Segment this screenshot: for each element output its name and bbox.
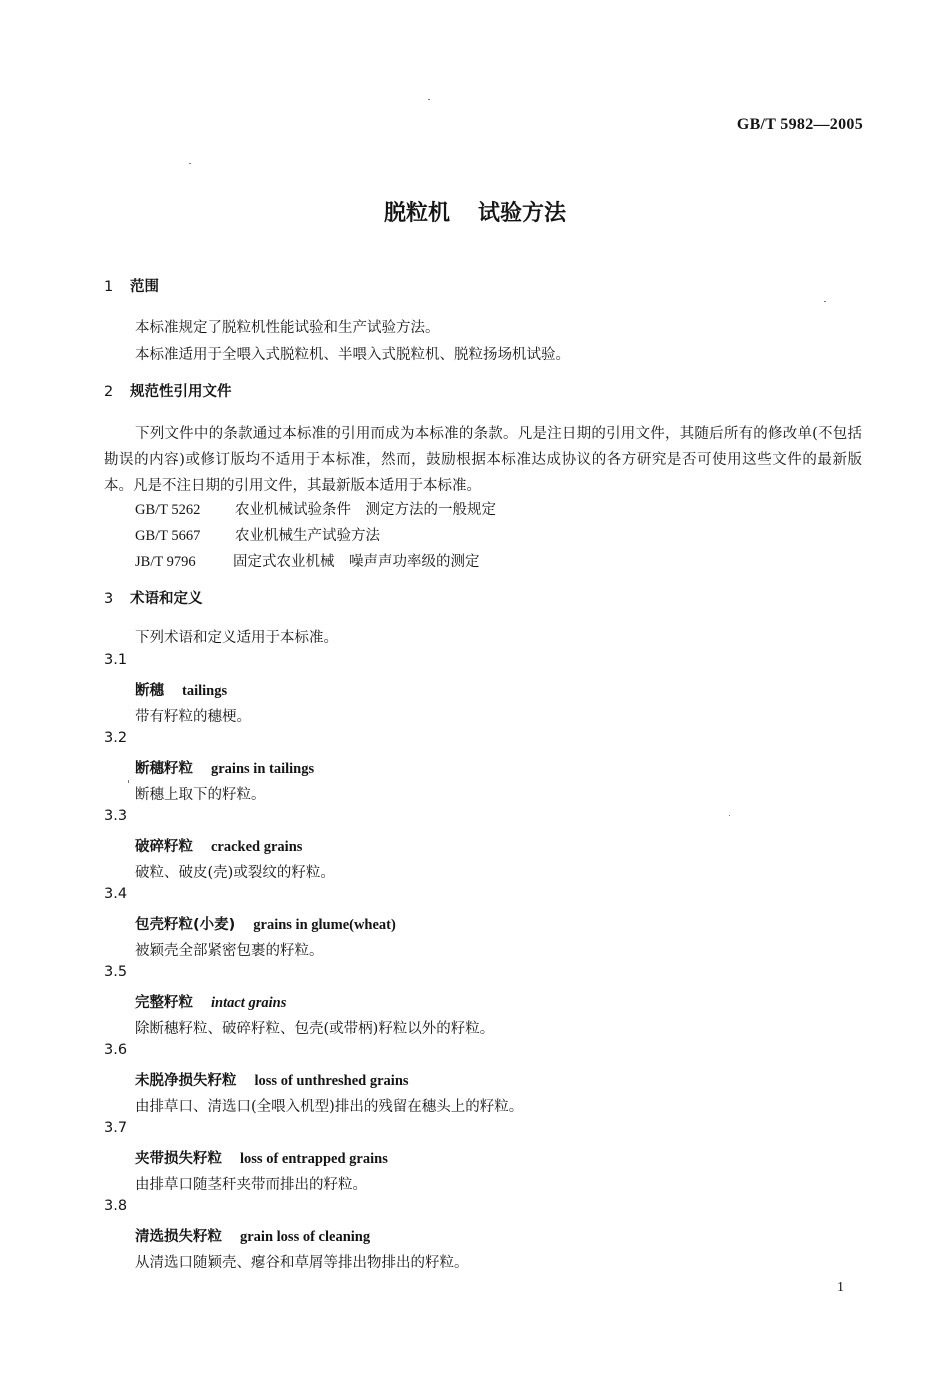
term-name-zh: 未脱净损失籽粒	[135, 1073, 237, 1089]
section-heading-scope	[104, 275, 159, 296]
term-definition: 被颖壳全部紧密包裹的籽粒。	[135, 943, 324, 959]
scope-paragraph-2: 本标准适用于全喂入式脱粒机、半喂入式脱粒机、脱粒扬场机试验。	[135, 347, 570, 363]
term-name	[135, 679, 227, 700]
reference-title: 农业机械试验条件 测定方法的一般规定	[235, 502, 496, 518]
section-title: 范围	[130, 279, 159, 295]
reference-item	[135, 498, 496, 519]
reference-title: 农业机械生产试验方法	[235, 528, 380, 544]
term-name	[135, 1069, 409, 1090]
scan-speck	[189, 163, 191, 164]
section-heading-normative-references	[104, 380, 232, 401]
reference-item	[135, 550, 480, 571]
term-number: 3.2	[104, 730, 128, 746]
term-name-en: cracked grains	[211, 839, 303, 855]
term-name-en: grain loss of cleaning	[240, 1229, 371, 1245]
term-number: 3.1	[104, 652, 128, 668]
reference-item	[135, 524, 380, 545]
scope-paragraph-1: 本标准规定了脱粒机性能试验和生产试验方法。	[135, 320, 440, 336]
reference-code: GB/T 5667	[135, 528, 201, 544]
reference-title: 固定式农业机械 噪声声功率级的测定	[233, 554, 480, 570]
scan-speck	[128, 780, 129, 783]
section-title: 规范性引用文件	[130, 384, 232, 400]
references-intro-paragraph: 下列文件中的条款通过本标准的引用而成为本标准的条款。凡是注日期的引用文件，其随后所有的修改单(不包括勘误的内容)或修订版均不适用于本标准，然而，鼓励根据本标准达成协议的各方研究是否可使用这些文件的最新版本。凡是不注日期的引用文件，其最新版本适用于本标准。	[104, 426, 862, 494]
reference-code: GB/T 5262	[135, 502, 201, 518]
term-name-en: intact grains	[211, 995, 287, 1011]
standard-code: GB/T 5982—2005	[736, 116, 863, 133]
term-name-en: grains in glume(wheat)	[253, 917, 396, 933]
term-name-zh: 夹带损失籽粒	[135, 1151, 222, 1167]
term-name-zh: 破碎籽粒	[135, 839, 193, 855]
scan-speck	[729, 815, 730, 816]
term-name	[135, 835, 302, 856]
term-definition: 断穗上取下的籽粒。	[135, 787, 266, 803]
term-name-zh: 断穗籽粒	[135, 761, 193, 777]
term-name	[135, 1147, 388, 1168]
section-number: 1	[104, 279, 114, 295]
term-number: 3.8	[104, 1198, 128, 1214]
term-name	[135, 913, 396, 934]
term-name-zh: 清选损失籽粒	[135, 1229, 222, 1245]
term-definition: 破粒、破皮(壳)或裂纹的籽粒。	[135, 865, 335, 881]
term-name-en: grains in tailings	[211, 761, 315, 777]
term-name	[135, 1225, 370, 1246]
term-name-en: tailings	[182, 683, 228, 699]
section-heading-terms-definitions	[104, 587, 203, 608]
term-name-en: loss of unthreshed grains	[254, 1073, 409, 1089]
scan-speck	[824, 301, 826, 302]
term-name	[135, 757, 314, 778]
document-title	[0, 196, 950, 227]
page-number: 1	[837, 1280, 844, 1295]
term-number: 3.6	[104, 1042, 128, 1058]
term-definition: 由排草口、清选口(全喂入机型)排出的残留在穗头上的籽粒。	[135, 1099, 524, 1115]
scan-speck	[428, 99, 430, 100]
term-number: 3.3	[104, 808, 128, 824]
term-definition: 带有籽粒的穗梗。	[135, 709, 251, 725]
section-title: 术语和定义	[130, 591, 203, 607]
terms-intro-paragraph: 下列术语和定义适用于本标准。	[135, 630, 338, 646]
title-part-1: 脱粒机	[383, 201, 450, 226]
term-name-zh: 包壳籽粒(小麦)	[135, 917, 236, 933]
term-name-en: loss of entrapped grains	[240, 1151, 388, 1167]
term-number: 3.4	[104, 886, 128, 902]
section-number: 3	[104, 591, 114, 607]
section-number: 2	[104, 384, 114, 400]
term-name-zh: 完整籽粒	[135, 995, 193, 1011]
term-name	[135, 991, 286, 1012]
term-number: 3.7	[104, 1120, 128, 1136]
term-name-zh: 断穗	[135, 683, 164, 699]
reference-code: JB/T 9796	[135, 554, 196, 570]
term-definition: 由排草口随茎秆夹带而排出的籽粒。	[135, 1177, 367, 1193]
term-definition: 从清选口随颖壳、瘪谷和草屑等排出物排出的籽粒。	[135, 1255, 469, 1271]
term-definition: 除断穗籽粒、破碎籽粒、包壳(或带柄)籽粒以外的籽粒。	[135, 1021, 495, 1037]
title-part-2: 试验方法	[478, 201, 567, 226]
term-number: 3.5	[104, 964, 128, 980]
